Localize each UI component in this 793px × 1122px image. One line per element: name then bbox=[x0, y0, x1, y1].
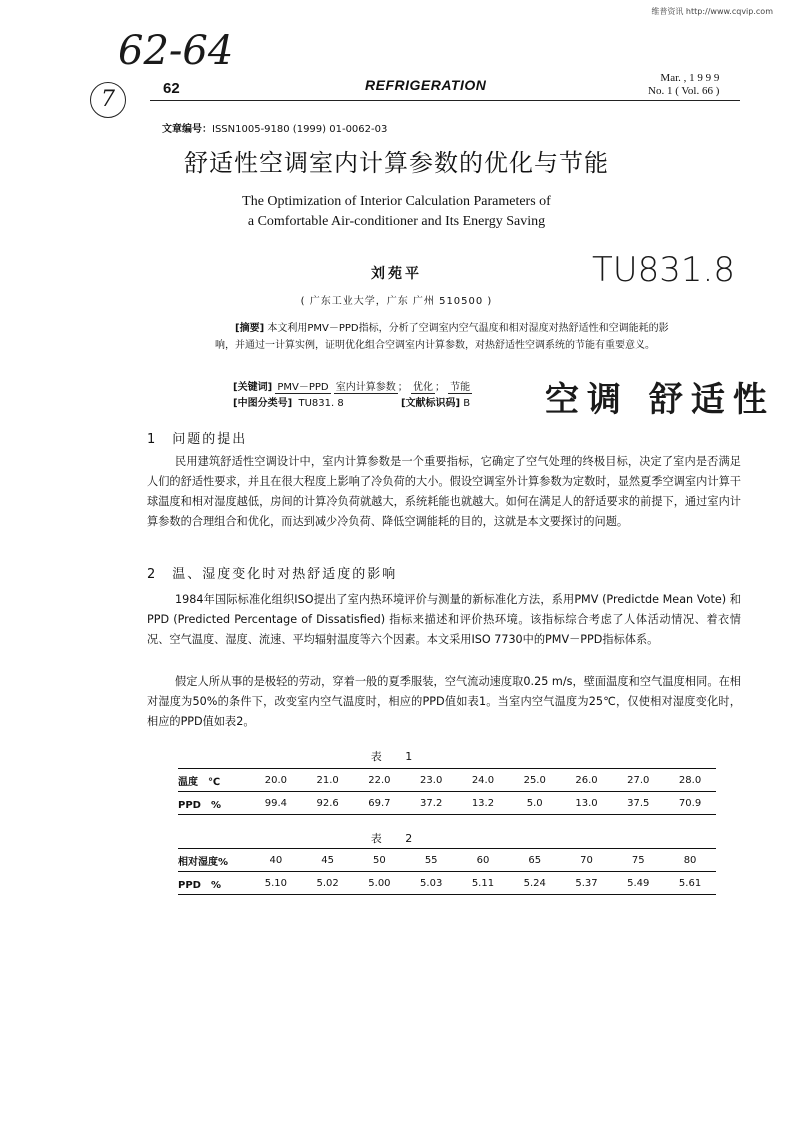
keyword-item: 优化 bbox=[412, 382, 433, 393]
keyword-item: 室内计算参数 bbox=[335, 382, 396, 393]
keyword-item: 节能 bbox=[450, 382, 471, 393]
table-cell: 40 bbox=[250, 849, 302, 872]
table-cell: 99.4 bbox=[250, 792, 302, 815]
title-english-line: The Optimization of Interior Calculation Parameters of bbox=[242, 194, 551, 209]
article-number bbox=[162, 120, 387, 135]
doc-code-value: B bbox=[463, 398, 471, 409]
table-cell: 69.7 bbox=[354, 792, 406, 815]
table-cell: 21.0 bbox=[302, 769, 354, 792]
table-row bbox=[178, 769, 716, 792]
table-cell: 5.10 bbox=[250, 872, 302, 895]
issue-date-line: Mar. , 1 9 9 9 bbox=[660, 72, 720, 84]
table-row-header: PPD % bbox=[178, 792, 250, 815]
author-affiliation: ( 广东工业大学，广东 广州 510500 ) bbox=[300, 296, 493, 307]
table-cell: 70.9 bbox=[664, 792, 716, 815]
section-heading: 1 问题的提出 bbox=[147, 432, 248, 447]
issue-volume-line: No. 1 ( Vol. 66 ) bbox=[648, 85, 720, 97]
keywords-label: [关键词] bbox=[233, 382, 273, 393]
table-cell: 5.0 bbox=[509, 792, 561, 815]
table-row-header: 相对湿度% bbox=[178, 849, 250, 872]
table-cell: 13.2 bbox=[457, 792, 509, 815]
table-cell: 27.0 bbox=[612, 769, 664, 792]
title-english bbox=[0, 192, 793, 232]
handwritten-class-number: TU831.8 bbox=[592, 250, 735, 290]
watermark: 维普资讯 http://www.cqvip.com bbox=[651, 7, 773, 16]
keywords-block bbox=[233, 380, 472, 412]
table-2 bbox=[178, 848, 716, 895]
table-row bbox=[178, 792, 716, 815]
handwritten-keywords: 空调 舒适性 bbox=[545, 380, 775, 420]
body-paragraph: 1984年国际标准化组织ISO提出了室内热环境评价与测量的新标准化方法，系用PMV (Predictde Mean Vote) 和PPD (Predicted Percentage of Dissatisfied) 指标来描述和评价热环境。该指标综合考虑了人体活动情况、着衣情况、空气温度、湿度、流速、平均辐射温度等六个因素。本文采用ISO 7730中的PMV－PPD指标体系。 bbox=[147, 593, 741, 646]
handwritten-page-range: 62-64 bbox=[118, 28, 234, 74]
body-paragraph: 假定人所从事的是极轻的劳动，穿着一般的夏季服装，空气流动速度取0.25 m/s，壁面温度和空气温度相同。在相对湿度为50%的条件下，改变室内空气温度时，相应的PPD值如表1。当室内空气温度为25℃，仅使相对湿度变化时，相应的PPD值如表2。 bbox=[147, 675, 741, 728]
keyword-item: PMV－PPD bbox=[277, 382, 329, 393]
table-cell: 24.0 bbox=[457, 769, 509, 792]
title-chinese: 舒适性空调室内计算参数的优化与节能 bbox=[184, 149, 609, 177]
handwritten-circled-number: 7 bbox=[90, 82, 126, 118]
table-cell: 13.0 bbox=[561, 792, 613, 815]
table-cell: 5.24 bbox=[509, 872, 561, 895]
issue-date bbox=[648, 72, 719, 98]
table-cell: 60 bbox=[457, 849, 509, 872]
class-value: TU831. 8 bbox=[298, 398, 344, 409]
table-cell: 50 bbox=[354, 849, 406, 872]
abstract-text: 本文利用PMV－PPD指标，分析了空调室内空气温度和相对湿度对热舒适性和空调能耗的影响，并通过一计算实例，证明优化组合空调室内计算参数，对热舒适性空调系统的节能有重要意义。 bbox=[215, 323, 669, 351]
table-row-header: 温度 ℃ bbox=[178, 769, 250, 792]
table-cell: 26.0 bbox=[561, 769, 613, 792]
table-cell: 37.2 bbox=[405, 792, 457, 815]
table-cell: 25.0 bbox=[509, 769, 561, 792]
table-cell: 5.61 bbox=[664, 872, 716, 895]
table-cell: 92.6 bbox=[302, 792, 354, 815]
table-1 bbox=[178, 768, 716, 815]
title-english-line: a Comfortable Air-conditioner and Its Energy Saving bbox=[247, 214, 546, 229]
table-cell: 5.03 bbox=[405, 872, 457, 895]
table-row bbox=[178, 849, 716, 872]
page-number: 62 bbox=[163, 80, 180, 97]
table-cell: 20.0 bbox=[250, 769, 302, 792]
journal-name: REFRIGERATION bbox=[365, 77, 487, 93]
table-row-header: PPD % bbox=[178, 872, 250, 895]
doc-code-label: [文献标识码] bbox=[400, 398, 461, 409]
table-cell: 5.37 bbox=[561, 872, 613, 895]
table-cell: 65 bbox=[509, 849, 561, 872]
table-caption: 表 2 bbox=[370, 832, 423, 845]
section-heading: 2 温、湿度变化时对热舒适度的影响 bbox=[147, 567, 398, 582]
table-cell: 45 bbox=[302, 849, 354, 872]
classification-line bbox=[233, 396, 472, 412]
body-paragraph: 民用建筑舒适性空调设计中，室内计算参数是一个重要指标，它确定了空气处理的终极目标，决定了室内是否满足人们的舒适性要求，并且在很大程度上影响了冷负荷的大小。假设空调室外计算参数为定数时，显然夏季空调室内计算干球温度和相对湿度越低，房间的计算冷负荷就越大，系统耗能也就越大。如何在满足人的舒适要求的前提下，通过室内计算参数的合理组合和优化，而达到减少冷负荷、降低空调能耗的目的，这就是本文要探讨的问题。 bbox=[147, 455, 741, 528]
table-cell: 5.11 bbox=[457, 872, 509, 895]
keywords-line: [关键词] PMV－PPD 室内计算参数 ； 优化 ； 节能 bbox=[233, 382, 471, 393]
abstract bbox=[215, 320, 685, 354]
article-number-value: ISSN1005-9180 (1999) 01-0062-03 bbox=[212, 124, 388, 135]
article-number-label: 文章编号： bbox=[162, 124, 212, 135]
class-label: [中图分类号] bbox=[233, 398, 293, 409]
table-cell: 23.0 bbox=[405, 769, 457, 792]
table-cell: 28.0 bbox=[664, 769, 716, 792]
table-cell: 70 bbox=[561, 849, 613, 872]
table-cell: 80 bbox=[664, 849, 716, 872]
table-cell: 37.5 bbox=[612, 792, 664, 815]
table-row bbox=[178, 872, 716, 895]
table-cell: 75 bbox=[612, 849, 664, 872]
table-caption: 表 1 bbox=[370, 750, 423, 763]
table-cell: 5.00 bbox=[354, 872, 406, 895]
table-cell: 5.49 bbox=[612, 872, 664, 895]
table-cell: 22.0 bbox=[354, 769, 406, 792]
author-name: 刘苑平 bbox=[371, 266, 422, 282]
header-rule bbox=[150, 100, 740, 101]
abstract-label: [摘要] bbox=[235, 323, 265, 334]
table-cell: 5.02 bbox=[302, 872, 354, 895]
table-cell: 55 bbox=[405, 849, 457, 872]
